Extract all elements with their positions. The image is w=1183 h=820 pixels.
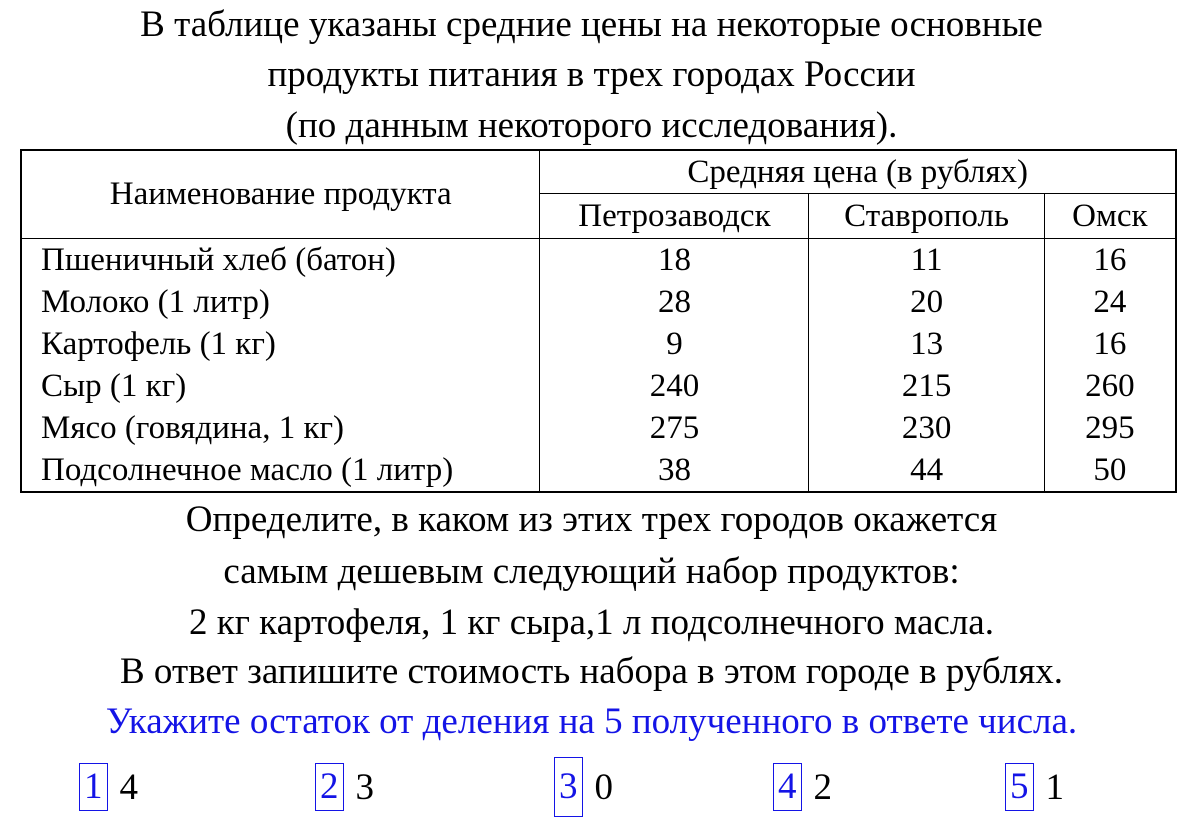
table-row <box>21 365 1176 407</box>
instruction-text: Укажите остаток от деления на 5 полученного в ответе числа. <box>105 701 1078 742</box>
price-cell: 9 <box>540 323 809 365</box>
price-cell: 16 <box>1093 326 1127 362</box>
price-cell: 20 <box>809 281 1044 323</box>
price-cell: 28 <box>540 281 809 323</box>
question-line-1: Определите, в каком из этих трех городов окажется <box>185 499 998 540</box>
price-cell: 275 <box>540 407 809 449</box>
product-name: Картофель (1 кг) <box>21 323 540 365</box>
answer-number-box[interactable]: 2 <box>315 763 344 811</box>
price-cell: 38 <box>540 449 809 492</box>
price-cell: 260 <box>1085 368 1135 404</box>
table-row <box>21 323 1176 365</box>
city-header-stavropol: Ставрополь <box>809 194 1044 239</box>
price-cell: 11 <box>809 239 1044 282</box>
answer-number-box[interactable]: 1 <box>79 763 108 811</box>
answer-number-box[interactable]: 3 <box>554 757 583 817</box>
price-cell: 240 <box>540 365 809 407</box>
answer-option-2[interactable] <box>315 760 374 814</box>
table-header-row <box>21 150 1176 194</box>
title-line-1: В таблице указаны средние цены на некоторые основные <box>140 4 1043 45</box>
answer-option-3[interactable] <box>554 760 613 814</box>
product-name: Подсолнечное масло (1 литр) <box>21 449 540 492</box>
price-cell: 18 <box>540 239 809 282</box>
answer-number-box[interactable]: 5 <box>1005 763 1034 811</box>
answer-option-1[interactable] <box>79 760 138 814</box>
answer-value: 2 <box>813 766 832 808</box>
answer-value: 3 <box>355 766 374 808</box>
answer-option-4[interactable] <box>773 760 832 814</box>
answer-value: 0 <box>594 766 613 808</box>
price-cell: 215 <box>809 365 1044 407</box>
price-cell: 16 <box>1093 242 1127 278</box>
price-cell: 44 <box>809 449 1044 492</box>
city-header-petrozavodsk: Петрозаводск <box>540 194 809 239</box>
question-line-2: самым дешевым следующий набор продуктов: <box>223 551 960 592</box>
answer-option-5[interactable] <box>1005 760 1064 814</box>
question-line-4: В ответ запишите стоимость набора в этом городе в рублях. <box>120 651 1063 692</box>
answer-value: 4 <box>119 766 138 808</box>
price-cell: 24 <box>1093 284 1127 320</box>
price-table <box>20 149 1177 493</box>
answer-value: 1 <box>1045 766 1064 808</box>
question-line-3: 2 кг картофеля, 1 кг сыра,1 л подсолнечного масла. <box>189 602 994 643</box>
product-name: Сыр (1 кг) <box>21 365 540 407</box>
price-cell: 13 <box>809 323 1044 365</box>
table-row <box>21 239 1176 282</box>
product-name: Молоко (1 литр) <box>21 281 540 323</box>
table-row <box>21 281 1176 323</box>
price-cell: 50 <box>1093 452 1127 488</box>
title-line-3: (по данным некоторого исследования). <box>285 105 898 146</box>
average-price-header: Средняя цена (в рублях) <box>540 150 1176 194</box>
price-cell: 230 <box>809 407 1044 449</box>
title-line-2: продукты питания в трех городах России <box>267 54 916 95</box>
product-name: Мясо (говядина, 1 кг) <box>21 407 540 449</box>
product-name-header: Наименование продукта <box>21 150 540 239</box>
product-name: Пшеничный хлеб (батон) <box>21 239 540 282</box>
table-row <box>21 449 1176 492</box>
price-cell: 295 <box>1085 410 1135 446</box>
table-row <box>21 407 1176 449</box>
answer-number-box[interactable]: 4 <box>773 763 802 811</box>
city-header-omsk: Омск <box>1044 194 1176 239</box>
